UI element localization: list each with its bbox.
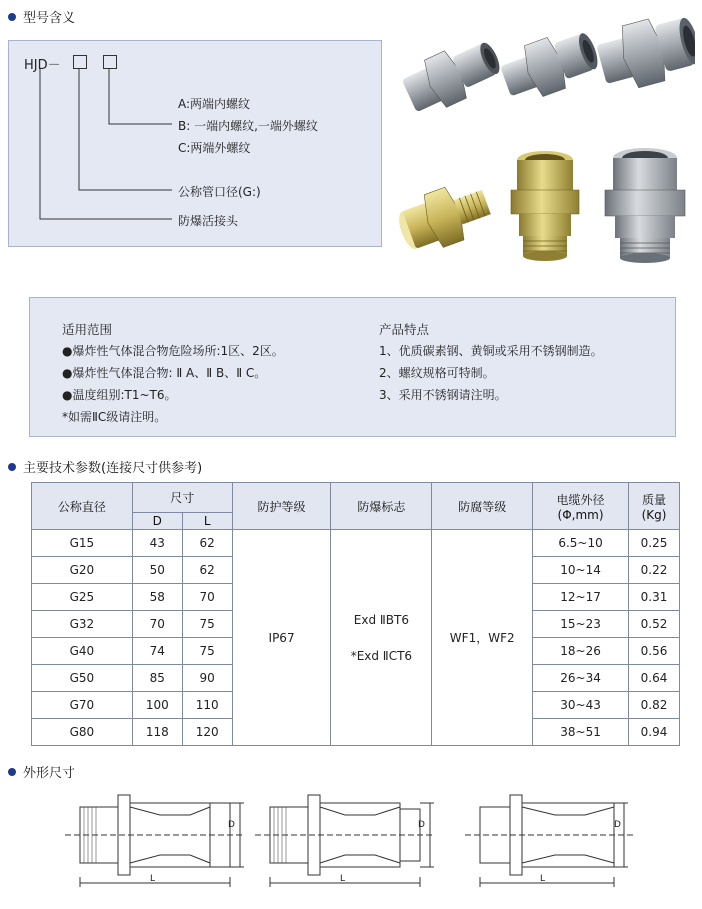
header-size: 尺寸 — [132, 483, 232, 513]
header-mass-line2: (Kg) — [641, 507, 667, 522]
product-label: 防爆活接头 — [178, 214, 239, 228]
header-protection: 防护等级 — [232, 483, 331, 530]
cell-cable: 18~26 — [533, 638, 629, 665]
bullet-icon — [8, 768, 16, 776]
header-diameter: 公称直径 — [32, 483, 133, 530]
cell-l: 120 — [182, 719, 232, 746]
explosion-mark-1: Exd ⅡBT6 — [353, 612, 409, 627]
cell-mass: 0.64 — [629, 665, 680, 692]
product-features-title: 产品特点 — [379, 322, 430, 337]
steel-fitting-photo-2 — [496, 24, 604, 107]
cell-diameter: G40 — [32, 638, 133, 665]
cell-cable: 15~23 — [533, 611, 629, 638]
section-title-text: 外形尺寸 — [23, 766, 76, 781]
header-mass-line1: 质量 — [641, 492, 666, 507]
cell-l: 70 — [182, 584, 232, 611]
cell-d: 118 — [132, 719, 182, 746]
explosion-mark-2: *Exd ⅡCT6 — [350, 648, 413, 663]
cell-cable: 38~51 — [533, 719, 629, 746]
header-mass — [629, 483, 680, 530]
cell-cable: 12~17 — [533, 584, 629, 611]
scope-item-2: ●爆炸性气体混合物: Ⅱ A、Ⅱ B、Ⅱ C。 — [62, 366, 267, 380]
cell-mass: 0.52 — [629, 611, 680, 638]
header-cable — [533, 483, 629, 530]
cell-mass: 0.22 — [629, 557, 680, 584]
cell-diameter: G15 — [32, 530, 133, 557]
cell-l: 75 — [182, 611, 232, 638]
header-l: L — [182, 513, 232, 530]
cell-d: 50 — [132, 557, 182, 584]
scope-item-3: ●温度组别:T1~T6。 — [62, 388, 177, 402]
product-feature-1: 1、优质碳素钢、黄铜或采用不锈钢制造。 — [379, 344, 603, 358]
dim-l-label-2: L — [340, 874, 346, 884]
dim-d-label-2: D — [418, 820, 425, 830]
cell-diameter: G50 — [32, 665, 133, 692]
cell-cable: 6.5~10 — [533, 530, 629, 557]
model-code: HJD－ — [24, 58, 61, 73]
section-title-specs — [8, 457, 202, 476]
brass-fitting-photo-1 — [395, 176, 496, 259]
type-a-label: A:两端内螺纹 — [178, 97, 251, 111]
product-feature-2: 2、螺纹规格可特制。 — [379, 366, 495, 380]
table-row — [32, 530, 680, 557]
cell-mass: 0.31 — [629, 584, 680, 611]
type-b-label: B: 一端内螺纹,一端外螺纹 — [178, 119, 318, 133]
cell-cable: 10~14 — [533, 557, 629, 584]
diameter-label: 公称管口径(G:) — [178, 185, 261, 199]
dim-d-label-1: D — [228, 820, 235, 830]
cell-mass: 0.25 — [629, 530, 680, 557]
cell-diameter: G20 — [32, 557, 133, 584]
cell-cable: 26~34 — [533, 665, 629, 692]
cell-mass: 0.56 — [629, 638, 680, 665]
cell-cable: 30~43 — [533, 692, 629, 719]
brass-fitting-photo-2 — [511, 151, 579, 261]
cell-l: 62 — [182, 530, 232, 557]
cell-diameter: G70 — [32, 692, 133, 719]
cell-d: 85 — [132, 665, 182, 692]
header-d: D — [132, 513, 182, 530]
product-feature-3: 3、采用不锈钢请注明。 — [379, 388, 507, 402]
scope-note: *如需ⅡC级请注明。 — [62, 410, 167, 424]
cell-mass: 0.94 — [629, 719, 680, 746]
cell-d: 58 — [132, 584, 182, 611]
steel-fitting-photo-3 — [593, 8, 695, 95]
cell-d: 100 — [132, 692, 182, 719]
cell-diameter: G32 — [32, 611, 133, 638]
bullet-icon — [8, 463, 16, 471]
spec-table — [31, 482, 680, 746]
cell-d: 74 — [132, 638, 182, 665]
cell-l: 90 — [182, 665, 232, 692]
steel-fitting-photo-1 — [398, 32, 507, 120]
type-c-label: C:两端外螺纹 — [178, 141, 251, 155]
section-title-text: 主要技术参数(连接尺寸供参考) — [23, 461, 203, 476]
product-photos — [395, 5, 695, 270]
cell-protection: IP67 — [232, 530, 331, 746]
cell-l: 75 — [182, 638, 232, 665]
cell-d: 70 — [132, 611, 182, 638]
header-corrosion: 防腐等级 — [432, 483, 533, 530]
dim-l-label-1: L — [150, 874, 156, 884]
dim-d-label-3: D — [614, 820, 621, 830]
cell-corrosion: WF1，WF2 — [432, 530, 533, 746]
header-cable-line2: (Φ,mm) — [557, 507, 604, 522]
cell-l: 110 — [182, 692, 232, 719]
section-title-dimensions — [8, 762, 75, 781]
cell-d: 43 — [132, 530, 182, 557]
drawing-type-c — [465, 795, 635, 887]
header-explosion: 防爆标志 — [331, 483, 432, 530]
cell-diameter: G80 — [32, 719, 133, 746]
cell-explosion — [331, 530, 432, 746]
scope-item-1: ●爆炸性气体混合物危险场所:1区、2区。 — [62, 344, 284, 358]
steel-fitting-photo-4 — [605, 148, 685, 263]
header-cable-line1: 电缆外径 — [556, 492, 605, 507]
scope-title: 适用范围 — [62, 322, 113, 337]
cell-mass: 0.82 — [629, 692, 680, 719]
cell-l: 62 — [182, 557, 232, 584]
dim-l-label-3: L — [540, 874, 546, 884]
section-title-text: 型号含义 — [23, 11, 76, 26]
cell-diameter: G25 — [32, 584, 133, 611]
